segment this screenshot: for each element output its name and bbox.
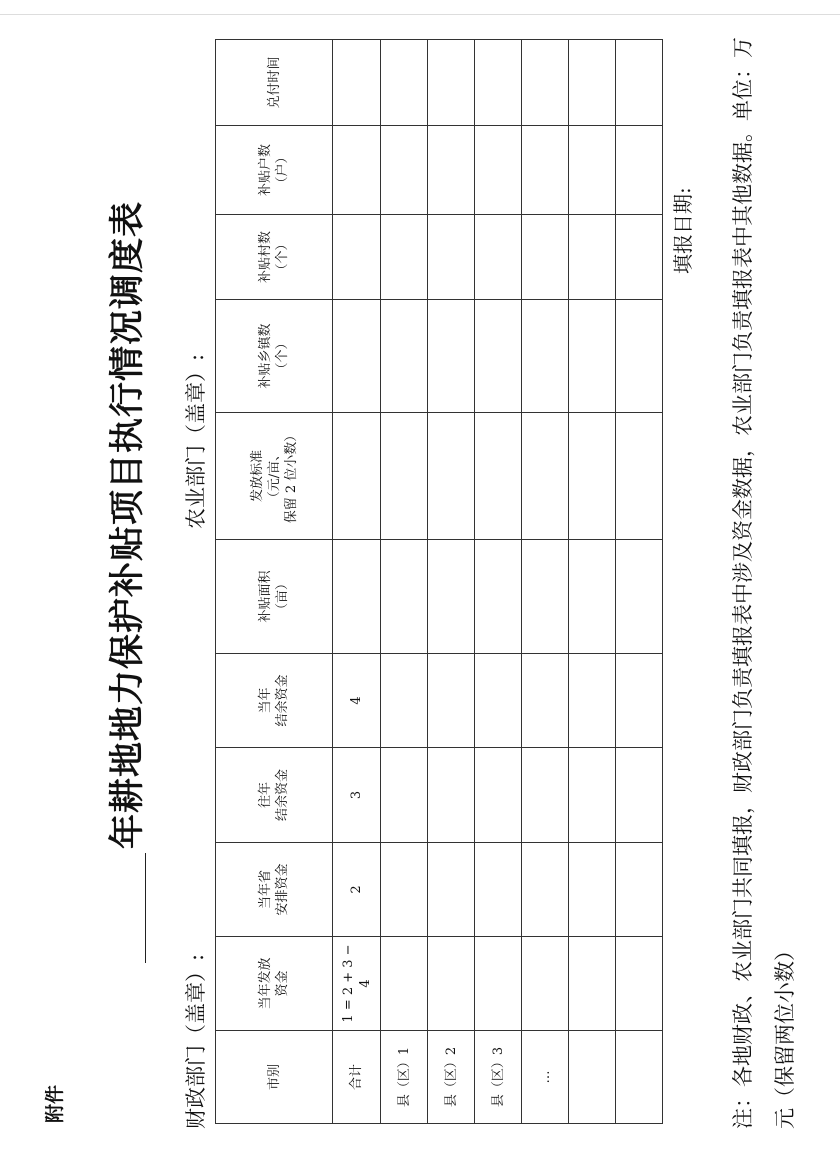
table-cell: [616, 843, 663, 937]
table-cell: [475, 937, 522, 1031]
table-row: [475, 40, 522, 1124]
table-cell: [333, 40, 381, 126]
column-header: [216, 748, 333, 843]
table-cell: [522, 540, 569, 654]
region-cell: …: [522, 1031, 569, 1124]
region-cell: [569, 1031, 616, 1124]
table-cell: [616, 40, 663, 126]
table-cell: [475, 413, 522, 540]
table-cell: [428, 748, 475, 843]
table-cell: [381, 126, 428, 215]
table-cell: [428, 654, 475, 748]
agriculture-dept-stamp-label: 农业部门（盖章）:: [184, 353, 208, 529]
table-cell: [569, 937, 616, 1031]
column-header: [216, 413, 333, 540]
table-cell: [428, 300, 475, 413]
region-cell: 县（区）2: [428, 1031, 475, 1124]
column-header: [216, 843, 333, 937]
column-header: [216, 654, 333, 748]
table-row: [428, 40, 475, 1124]
table-cell: [616, 215, 663, 300]
table-cell: [522, 215, 569, 300]
column-header-line: （户）: [275, 150, 290, 190]
table-cell: [475, 40, 522, 126]
table-cell: [569, 413, 616, 540]
region-cell: [616, 1031, 663, 1124]
table-cell: [569, 843, 616, 937]
table-cell: [522, 40, 569, 126]
table-cell: [522, 300, 569, 413]
column-header: [216, 40, 333, 126]
table-cell: [428, 215, 475, 300]
column-header-line: 结余资金: [275, 674, 290, 727]
column-header-line: （亩）: [275, 577, 290, 617]
region-cell: 县（区）1: [381, 1031, 428, 1124]
fill-date-label: 填报日期:: [671, 187, 695, 274]
document-title: 年耕地地力保护补贴项目执行情况调度表: [107, 200, 148, 849]
column-header-line: 当年: [258, 687, 273, 714]
table-cell: [475, 300, 522, 413]
table-cell: [333, 126, 381, 215]
table-cell: [522, 843, 569, 937]
table-cell: [333, 300, 381, 413]
table-cell: [616, 300, 663, 413]
table-cell: [381, 540, 428, 654]
table-row: [381, 40, 428, 1124]
table-cell: [381, 748, 428, 843]
column-header: [216, 937, 333, 1031]
table-cell: 1 = 2 + 3 − 4: [333, 937, 381, 1031]
column-header-line: 当年省: [258, 870, 273, 910]
table-cell: [333, 413, 381, 540]
table-cell: [475, 843, 522, 937]
column-header-line: 资金: [275, 970, 290, 997]
table-cell: [616, 748, 663, 843]
table-cell: [522, 126, 569, 215]
table-cell: [616, 654, 663, 748]
column-header-line: 安排资金: [275, 863, 290, 916]
table-cell: [428, 540, 475, 654]
table-row: [522, 40, 569, 1124]
table-cell: [381, 215, 428, 300]
table-cell: [616, 937, 663, 1031]
column-header-line: （个）: [275, 336, 290, 376]
finance-dept-stamp-label: 财政部门（盖章）:: [184, 953, 208, 1129]
column-header-line: 补贴村数: [258, 231, 273, 284]
table-row: [569, 40, 616, 1124]
column-header-line: （个）: [275, 237, 290, 277]
table-cell: [522, 654, 569, 748]
table-cell: [522, 748, 569, 843]
table-cell: [333, 215, 381, 300]
table-cell: [569, 126, 616, 215]
footnote: 注：各地财政、农业部门共同填报，财政部门负责填报表中涉及资金数据，农业部门负责填报表中其他数据。单位：万元（保留两位小数）: [731, 37, 797, 1129]
table-cell: [428, 413, 475, 540]
table-cell: [475, 215, 522, 300]
column-header-line: （元/亩、: [266, 447, 282, 505]
region-cell: 县（区）3: [475, 1031, 522, 1124]
table-cell: [381, 843, 428, 937]
table-cell: [616, 126, 663, 215]
table-cell: [475, 126, 522, 215]
column-header: [216, 1031, 333, 1124]
column-header-line: 兑付时间: [266, 56, 282, 109]
table-cell: [381, 654, 428, 748]
table-header-row: [216, 40, 333, 1124]
table-cell: [475, 540, 522, 654]
table-cell: [381, 937, 428, 1031]
table-cell: [569, 300, 616, 413]
table-cell: [522, 413, 569, 540]
table-cell: [428, 843, 475, 937]
column-header-line: 市别: [266, 1064, 282, 1091]
table-cell: [569, 215, 616, 300]
table-cell: [475, 748, 522, 843]
table-cell: [616, 540, 663, 654]
table-cell: [428, 40, 475, 126]
column-header-line: 补贴面积: [258, 570, 273, 623]
table-cell: [333, 540, 381, 654]
column-header-line: 往年: [258, 782, 273, 809]
table-cell: [569, 40, 616, 126]
column-header: [216, 540, 333, 654]
column-header: [216, 215, 333, 300]
table-cell: 3: [333, 748, 381, 843]
table-cell: [522, 937, 569, 1031]
column-header-line: 结余资金: [275, 769, 290, 822]
table-cell: [428, 937, 475, 1031]
subsidy-schedule-table: [215, 39, 663, 1124]
attachment-label: 附件: [44, 1084, 66, 1123]
table-cell: [381, 40, 428, 126]
total-row: [333, 40, 381, 1124]
column-header-line: 保留 2 位小数）: [283, 428, 299, 524]
column-header-line: 补贴户数: [258, 144, 273, 197]
title-year-blank: [145, 853, 146, 963]
column-header: [216, 126, 333, 215]
table-cell: [475, 654, 522, 748]
table-cell: [569, 654, 616, 748]
column-header-line: 当年发放: [258, 957, 273, 1010]
column-header-line: 发放标准: [249, 450, 265, 503]
table-cell: 2: [333, 843, 381, 937]
table-row: [616, 40, 663, 1124]
column-header: [216, 300, 333, 413]
table-cell: 4: [333, 654, 381, 748]
table-cell: [381, 413, 428, 540]
table-cell: [381, 300, 428, 413]
table-cell: [569, 748, 616, 843]
column-header-line: 补贴乡镇数: [258, 323, 273, 389]
table-cell: [616, 413, 663, 540]
table-cell: [428, 126, 475, 215]
table-cell: [569, 540, 616, 654]
region-cell: 合计: [333, 1031, 381, 1124]
